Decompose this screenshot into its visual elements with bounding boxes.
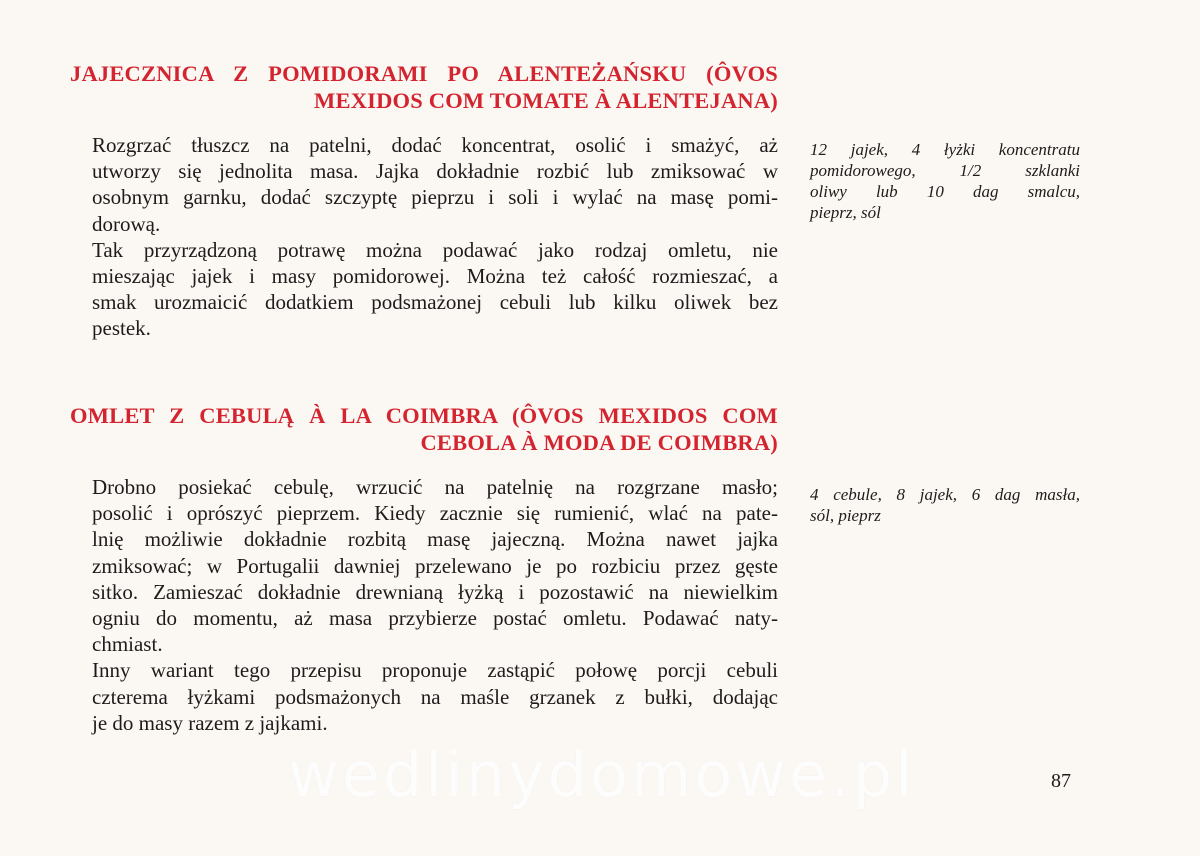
recipe-1-title [70,60,778,114]
text-line: mieszając jajek i masy pomidorowej. Można też całość rozmieszać, a [92,264,778,289]
text-line: sitko. Zamieszać dokładnie drewnianą łyżką i pozostawić na niewielkim [92,579,778,604]
text-line: posolić i oprószyć pieprzem. Kiedy zacznie się rumienić, wlać na pate- [92,501,778,526]
recipe-2-title-line-2: CEBOLA À MODA DE COIMBRA) [420,430,778,455]
ingredient-line: 4 cebule, 8 jajek, 6 dag masła, [810,485,1080,504]
ingredient-line: oliwy lub 10 dag smalcu, [810,182,1080,201]
text-line: Tak przyrządzoną potrawę można podawać jako rodzaj omletu, nie [92,237,778,262]
text-line: dorową. [92,211,161,236]
text-line: Inny wariant tego przepisu proponuje zastąpić połowę porcji cebuli [92,658,778,683]
recipe-2-paragraph-1 [70,474,778,657]
recipe-2-ingredients [810,484,1080,526]
ingredient-line: 12 jajek, 4 łyżki koncentratu [810,140,1080,159]
ingredient-line: pomidorowego, 1/2 szklanki [810,161,1080,180]
text-line: utworzy się jednolita masa. Jajka dokładnie rozbić lub zmiksować w [92,159,778,184]
recipe-2-title-line-1: OMLET Z CEBULĄ À LA COIMBRA (ÔVOS MEXIDOS COM [70,403,778,428]
text-line: chmiast. [92,632,163,657]
text-line: zmiksować; w Portugalii dawniej przelewano je po rozbiciu przez gęste [92,553,778,578]
recipe-1-paragraph-1 [70,132,778,237]
recipe-2 [70,402,778,736]
text-line: pestek. [92,316,151,341]
recipe-1-instructions [70,132,778,342]
ingredient-line: sól, pieprz [810,506,881,525]
recipe-1 [70,60,778,342]
recipe-1-title-line-1: JAJECZNICA Z POMIDORAMI PO ALENTEŻAŃSKU (ÔVOS [70,61,778,86]
ingredient-line: pieprz, sól [810,203,881,222]
text-line: lnię możliwie dokładnie rozbitą masę jajeczną. Można nawet jajka [92,527,778,552]
text-line: osobnym garnku, dodać szczyptę pieprzu i soli i wylać na masę pomi- [92,185,778,210]
recipe-1-paragraph-2 [70,237,778,342]
recipe-2-paragraph-2 [70,657,778,736]
recipe-1-ingredients [810,139,1080,223]
text-line: Drobno posiekać cebulę, wrzucić na patelnię na rozgrzane masło; [92,475,778,499]
text-line: Rozgrzać tłuszcz na patelni, dodać koncentrat, osolić i smażyć, aż [92,133,778,157]
text-line: je do masy razem z jajkami. [92,710,328,735]
watermark: wedlinydomowe.pl [288,738,916,811]
recipe-2-title [70,402,778,456]
page-number: 87 [1051,770,1071,792]
text-line: ogniu do momentu, aż masa przybierze postać omletu. Podawać naty- [92,606,778,631]
recipe-2-instructions [70,474,778,736]
text-line: smak urozmaicić dodatkiem podsmażonej cebuli lub kilku oliwek bez [92,290,778,315]
text-line: czterema łyżkami podsmażonych na maśle grzanek z bułki, dodając [92,684,778,709]
recipe-1-title-line-2: MEXIDOS COM TOMATE À ALENTEJANA) [314,88,778,113]
